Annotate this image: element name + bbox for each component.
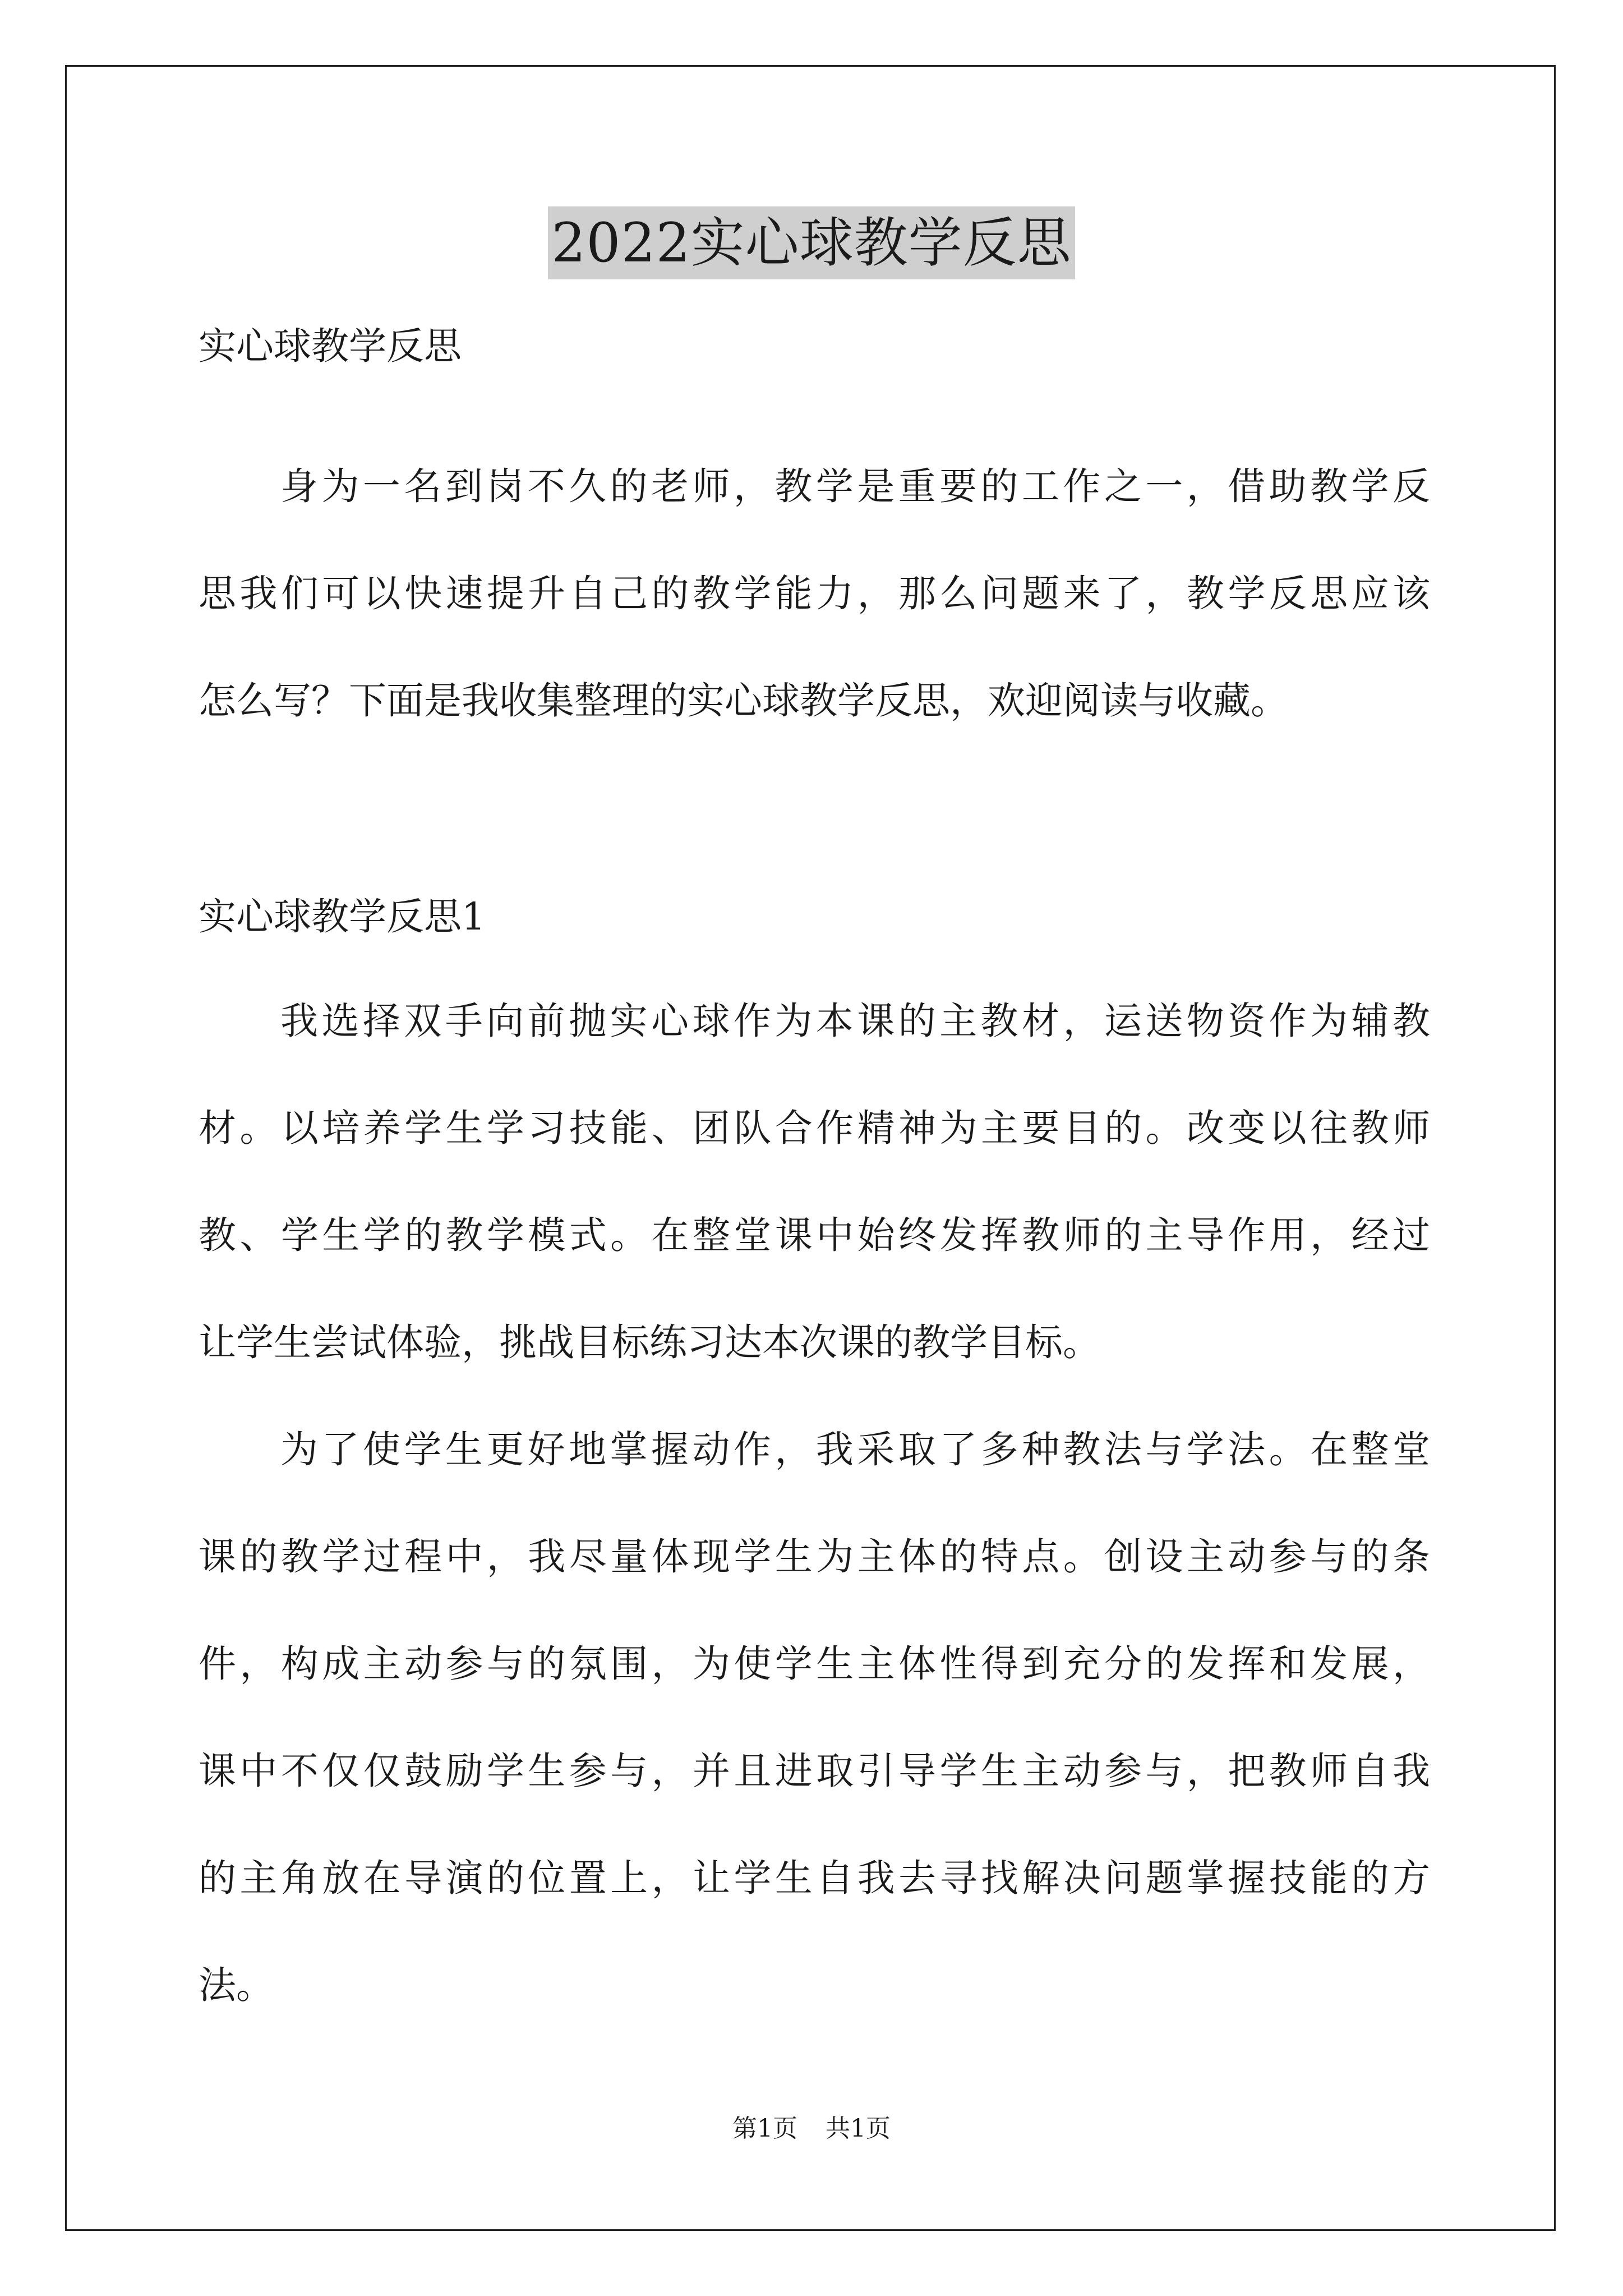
paragraph-line: 课中不仅仅鼓励学生参与，并且进取引导学生主动参与，把教师自我 xyxy=(199,1749,1430,1793)
paragraph-line: 材。以培养学生学习技能、团队合作精神为主要目的。改变以往教师 xyxy=(199,1106,1430,1150)
intro-line: 身为一名到岗不久的老师，教学是重要的工作之一，借助教学反 xyxy=(280,464,1430,508)
page-footer xyxy=(0,2112,1623,2146)
paragraph-line: 课的教学过程中，我尽量体现学生为主体的特点。创设主动参与的条 xyxy=(199,1535,1430,1579)
section-heading: 实心球教学反思1 xyxy=(199,895,486,938)
paragraph-line: 件，构成主动参与的氛围，为使学生主体性得到充分的发挥和发展， xyxy=(199,1642,1430,1686)
intro-line: 思我们可以快速提升自己的教学能力，那么问题来了，教学反思应该 xyxy=(199,572,1430,615)
paragraph-line: 的主角放在导演的位置上，让学生自我去寻找解决问题掌握技能的方 xyxy=(199,1856,1430,1900)
document-subtitle: 实心球教学反思 xyxy=(199,324,462,368)
title-area xyxy=(0,206,1623,279)
paragraph-line: 让学生尝试体验，挑战目标练习达本次课的教学目标。 xyxy=(199,1320,1100,1364)
page-total: 共1页 xyxy=(826,2114,891,2143)
paragraph-line: 我选择双手向前抛实心球作为本课的主教材，运送物资作为辅教 xyxy=(280,999,1430,1043)
document-title: 2022实心球教学反思 xyxy=(548,206,1075,279)
intro-line: 怎么写？下面是我收集整理的实心球教学反思，欢迎阅读与收藏。 xyxy=(199,679,1288,723)
paragraph-line: 为了使学生更好地掌握动作，我采取了多种教法与学法。在整堂 xyxy=(280,1428,1430,1471)
page-number: 第1页 xyxy=(732,2114,797,2143)
paragraph-line: 教、学生学的教学模式。在整堂课中始终发挥教师的主导作用，经过 xyxy=(199,1213,1430,1257)
paragraph-line: 法。 xyxy=(199,1963,274,2007)
